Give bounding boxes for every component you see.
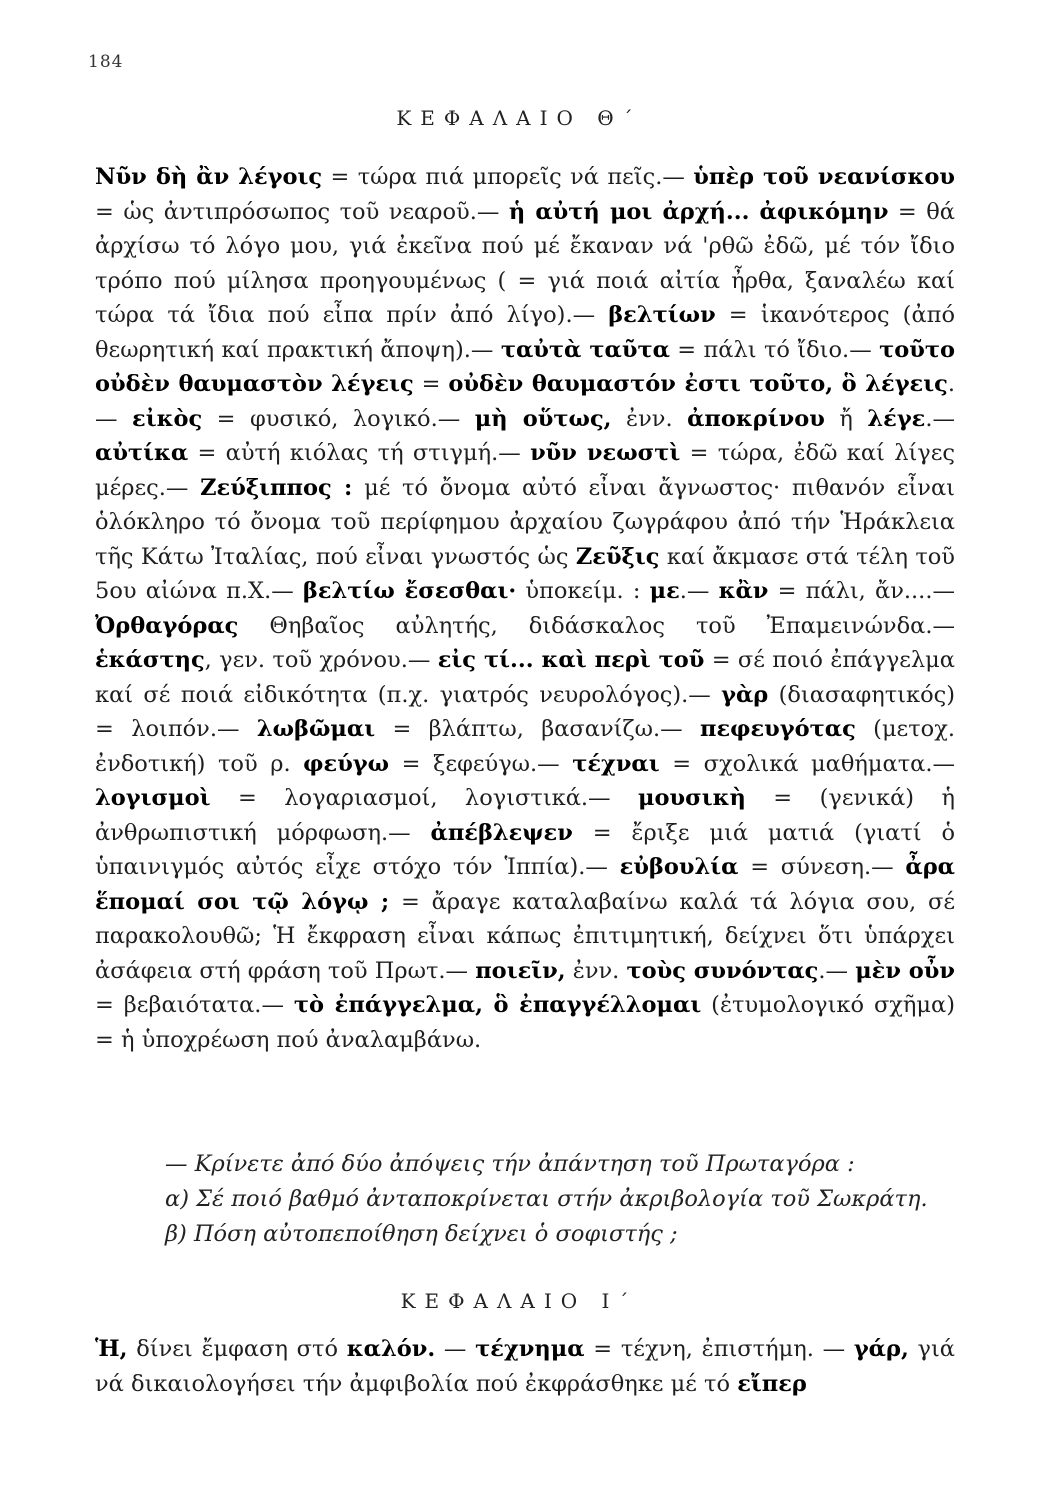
- glossary-term: μὴ οὕτως,: [474, 405, 612, 432]
- glossary-term: γὰρ: [721, 681, 769, 708]
- glossary-term: νῦν νεωστὶ: [530, 440, 681, 466]
- glossary-definition: , γεν. τοῦ χρόνου.—: [204, 647, 438, 673]
- glossary-term: ἑκάστης: [95, 647, 205, 673]
- glossary-definition: = ξεφεύγω.—: [389, 750, 573, 777]
- glossary-definition: = πάλι, ἄν....—: [768, 578, 955, 604]
- glossary-term: λωβῶμαι: [256, 716, 376, 742]
- chapter-heading-iota: ΚΕΦΑΛΑΙΟ Ι΄: [400, 1289, 638, 1313]
- glossary-term: κἂν: [718, 578, 769, 604]
- glossary-term: Ὀρθαγόρας: [95, 612, 239, 639]
- glossary-definition: = ὡς ἀντιπρόσωπος τοῦ νεαροῦ.—: [95, 198, 509, 225]
- glossary-definition: = σχολικά μαθήματα.—: [659, 750, 955, 777]
- glossary-term: ἆρα ἕπομαί σοι τῷ λόγῳ ;: [95, 854, 955, 915]
- glossary-term: μουσικὴ: [638, 785, 746, 811]
- glossary-term: βελτίω ἔσεσθαι·: [302, 578, 517, 604]
- glossary-term: λογισμοὶ: [95, 785, 211, 811]
- glossary-definition: = ἄραγε καταλαβαίνω καλά τά λόγια σου, σέ παρακολουθῶ; Ἡ ἔκφραση εἶναι κάπως ἐπιτιμητική, δείχνει ὅτι ὑπάρχει ἀσάφεια στή φράση τοῦ Πρωτ.—: [95, 888, 955, 984]
- glossary-definition: .—: [925, 405, 956, 432]
- glossary-definition: ἐνν.: [565, 957, 627, 984]
- glossary-term: Ζεῦξις: [575, 543, 660, 570]
- glossary-definition: = πάλι τό ἴδιο.—: [669, 336, 880, 363]
- glossary-definition: = τώρα πιά μπορεῖς νά πεῖς.—: [322, 164, 694, 190]
- question-a: α) Σέ ποιό βαθμό ἀνταποκρίνεται στήν ἀκριβολογία τοῦ Σωκράτη.: [165, 1186, 928, 1212]
- glossary-term: μὲν οὖν: [855, 957, 956, 984]
- glossary-definition: = αὐτή κιόλας τή στιγμή.—: [188, 440, 531, 466]
- glossary-definition: .—: [95, 371, 955, 432]
- glossary-term: τοὺς συνόντας: [626, 957, 819, 984]
- glossary-definition: (μετοχ. ἐνδοτική) τοῦ ρ.: [95, 716, 955, 777]
- glossary-term: Νῦν δὴ ἂν λέγοις: [95, 164, 323, 190]
- glossary-definition: = τώρα, ἐδῶ καί λίγες μέρες.—: [95, 440, 955, 501]
- glossary-definition: (διασαφητικός) = λοιπόν.—: [95, 681, 955, 742]
- glossary-definition: μέ τό ὄνομα αὐτό εἶναι ἄγνωστος· πιθανόν εἶναι ὁλόκληρο τό ὄνομα τοῦ περίφημου ἀρχαίου ζωγράφου ἀπό τήν Ἡράκλεια τῆς Κάτω Ἰταλίας, πού εἶναι γνωστός ὡς: [95, 474, 955, 570]
- glossary-definition: = θά ἀρχίσω τό λόγο μου, γιά ἐκεῖνα πού μέ ἔκαναν νά 'ρθῶ ἐδῶ, μέ τόν ἴδιο τρόπο πού μίλησα προηγουμένως ( = γιά ποιά αἰτία ἦρθα, ξαναλέω καί τώρα τά ἴδια πού εἶπα πρίν ἀπό λίγο).—: [95, 198, 955, 328]
- glossary-definition: = (γενικά) ἡ ἀνθρωπιστική μόρφωση.—: [95, 785, 955, 846]
- glossary-definition: = λογαριασμοί, λογιστικά.—: [210, 785, 639, 811]
- glossary-term: οὐδὲν θαυμαστόν ἐστι τοῦτο, ὃ λέγεις: [448, 371, 948, 397]
- glossary-term: ὑπὲρ τοῦ νεανίσκου: [693, 164, 956, 190]
- glossary-term: με: [649, 578, 680, 604]
- glossary-definition: δίνει ἔμφαση στό: [127, 1336, 347, 1362]
- glossary-definition: = σέ ποιό ἐπάγγελμα καί σέ ποιά εἰδικότητα (π.χ. γιατρός νευρολόγος).—: [95, 647, 955, 708]
- glossary-term: Ζεύξιππος :: [200, 474, 353, 501]
- glossary-definition: γιά νά δικαιολογήσει τήν ἀμφιβολία πού ἐκφράσθηκε μέ τό: [95, 1336, 955, 1397]
- question-intro: — Κρίνετε ἀπό δύο ἀπόψεις τήν ἀπάντηση τοῦ Πρωταγόρα :: [165, 1151, 855, 1177]
- glossary-definition: = βλάπτω, βασανίζω.—: [375, 716, 700, 742]
- glossary-term: φεύγω: [303, 750, 390, 777]
- glossary-definition: ὑποκείμ. :: [516, 578, 650, 604]
- glossary-term: ἀποκρίνου: [687, 405, 825, 432]
- glossary-term: καλόν.: [346, 1336, 436, 1362]
- glossary-term: τὸ ἐπάγγελμα, ὃ ἐπαγγέλλομαι: [293, 992, 702, 1018]
- glossary-definition: = ἔριξε μιά ματιά (γιατί ὁ ὑπαινιγμός αὐτός εἶχε στόχο τόν Ἱππία).—: [95, 819, 955, 880]
- glossary-term: βελτίων: [608, 302, 716, 328]
- glossary-definition: ἐνν.: [611, 405, 688, 432]
- glossary-term: εἴπερ: [737, 1370, 807, 1397]
- glossary-definition: .—: [818, 957, 856, 984]
- glossary-definition: = τέχνη, ἐπιστήμη. —: [584, 1336, 854, 1362]
- glossary-definition: Θηβαῖος αὐλητής, διδάσκαλος τοῦ Ἐπαμεινώνδα.—: [238, 612, 955, 639]
- chapter-heading-theta: ΚΕΦΑΛΑΙΟ Θ΄: [396, 106, 642, 130]
- glossary-term: ταὐτὰ ταῦτα: [500, 336, 670, 363]
- glossary-definition: =: [413, 371, 449, 397]
- glossary-term: γάρ,: [853, 1336, 909, 1362]
- glossary-term: ἀπέβλεψεν: [430, 819, 573, 846]
- glossary-term: τέχναι: [572, 750, 660, 777]
- glossary-theta: [95, 160, 955, 1057]
- glossary-definition: = ἱκανότερος (ἀπό θεωρητική καί πρακτική ἄποψη).—: [95, 302, 955, 363]
- glossary-term: τέχνημα: [475, 1336, 585, 1362]
- glossary-definition: .—: [679, 578, 719, 604]
- glossary-definition: (ἐτυμολογικό σχῆμα) = ἡ ὑποχρέωση πού ἀναλαμβάνω.: [95, 992, 956, 1053]
- glossary-term: εἰς τί... καὶ περὶ τοῦ: [437, 647, 705, 673]
- glossary-definition: = φυσικό, λογικό.—: [202, 405, 475, 432]
- glossary-term: τοῦτο οὐδὲν θαυμαστὸν λέγεις: [95, 336, 955, 397]
- glossary-term: ἡ αὐτή μοι ἀρχή... ἀφικόμην: [508, 198, 889, 225]
- glossary-term: Ἡ,: [95, 1336, 128, 1362]
- glossary-term: πεφευγότας: [700, 716, 856, 742]
- question-b: β) Πόση αὐτοπεποίθηση δείχνει ὁ σοφιστής ;: [165, 1221, 678, 1247]
- glossary-definition: = βεβαιότατα.—: [95, 992, 294, 1018]
- glossary-definition: —: [435, 1336, 476, 1362]
- page-number: 184: [88, 52, 124, 72]
- glossary-iota: [95, 1332, 955, 1401]
- glossary-term: εἰκὸς: [132, 405, 203, 432]
- glossary-definition: ἤ: [824, 405, 868, 432]
- glossary-term: αὐτίκα: [95, 440, 189, 466]
- glossary-term: λέγε: [867, 405, 926, 432]
- glossary-term: εὐβουλία: [619, 854, 739, 880]
- glossary-definition: καί ἄκμασε στά τέλη τοῦ 5ου αἰώνα π.Χ.—: [95, 543, 955, 604]
- glossary-definition: = σύνεση.—: [738, 854, 906, 880]
- glossary-term: ποιεῖν,: [475, 957, 566, 984]
